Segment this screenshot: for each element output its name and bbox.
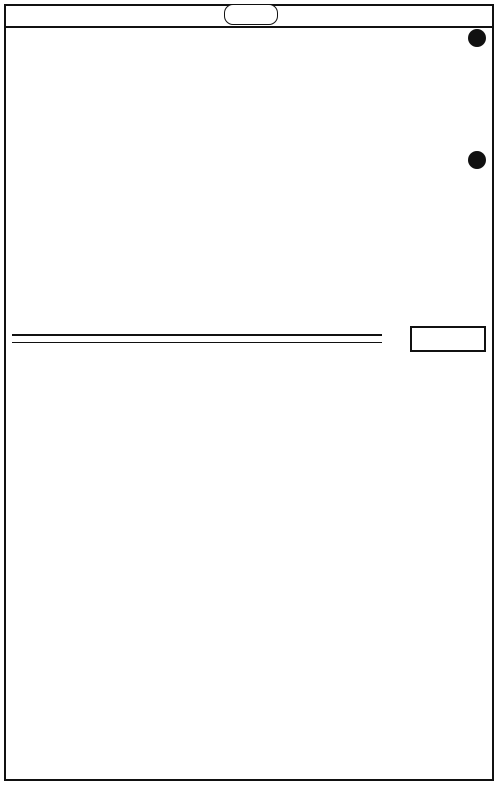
- verse-number-badge: [468, 29, 486, 47]
- verse-6-arabic-line-1: [462, 150, 486, 172]
- faida-heading: [410, 326, 486, 352]
- page-number: [224, 4, 278, 25]
- verse-5-arabic-line-1: [462, 28, 486, 50]
- section-divider: [12, 334, 382, 343]
- verse-number-badge: [468, 151, 486, 169]
- page-header: [6, 4, 492, 28]
- page-frame: [4, 4, 494, 781]
